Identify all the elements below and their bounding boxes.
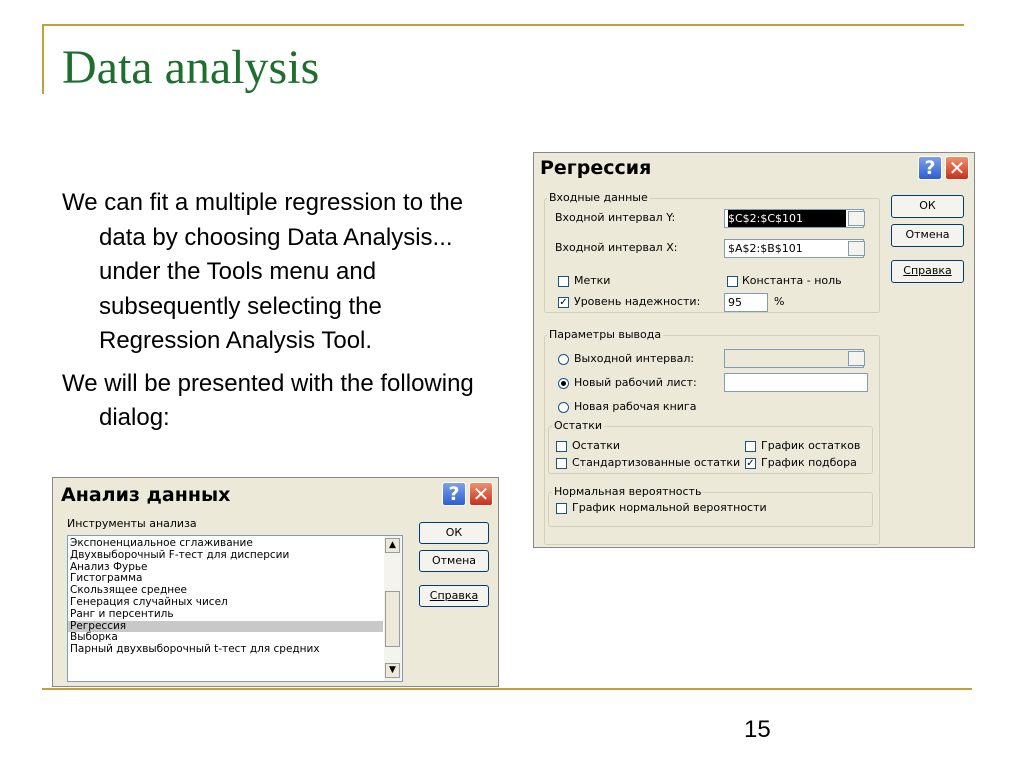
- output-range-label: Выходной интервал:: [574, 352, 695, 365]
- labels-label: Метки: [574, 274, 611, 287]
- page-number: 15: [744, 716, 771, 743]
- output-range-radio[interactable]: [558, 354, 569, 365]
- confidence-label: Уровень надежности:: [574, 295, 701, 308]
- y-range-label: Входной интервал Y:: [555, 211, 676, 224]
- regression-dialog-title: Регрессия: [540, 157, 652, 179]
- list-scrollbar[interactable]: [384, 536, 402, 681]
- new-book-label: Новая рабочая книга: [574, 400, 697, 413]
- regression-close-icon[interactable]: ✕: [945, 156, 969, 180]
- x-range-input[interactable]: $A$2:$B$101: [724, 239, 864, 258]
- constant-zero-label: Константа - ноль: [742, 274, 842, 287]
- normal-plot-checkbox[interactable]: [556, 503, 567, 514]
- list-item[interactable]: Ранг и персентиль: [70, 607, 174, 620]
- bullet-1: We can fit a multiple regression to the data by choosing Data Analysis... under the Tools menu and subsequently selecting the Regression Analysis Tool.: [62, 189, 464, 354]
- list-item[interactable]: Гистограмма: [70, 572, 143, 585]
- residual-plot-label: График остатков: [761, 439, 861, 452]
- list-item-selected[interactable]: Регрессия: [68, 621, 383, 633]
- bottom-rule: [42, 688, 972, 690]
- scroll-thumb[interactable]: [385, 591, 400, 647]
- residual-plot-checkbox[interactable]: [745, 441, 756, 452]
- new-sheet-input[interactable]: [724, 373, 868, 392]
- analysis-help-icon[interactable]: ?: [442, 482, 466, 506]
- list-item[interactable]: Анализ Фурье: [70, 560, 148, 573]
- constant-zero-checkbox[interactable]: [727, 276, 738, 287]
- regression-help-icon[interactable]: ?: [918, 156, 942, 180]
- normal-plot-label: График нормальной вероятности: [572, 501, 767, 514]
- left-rule: [42, 24, 44, 94]
- fit-plot-label: График подбора: [761, 456, 857, 469]
- input-data-legend: Входные данные: [549, 191, 648, 204]
- new-book-radio[interactable]: [558, 402, 569, 413]
- analysis-help-button[interactable]: Справка: [419, 585, 489, 607]
- new-sheet-radio[interactable]: [558, 378, 569, 389]
- x-range-collapse-icon[interactable]: [848, 241, 865, 256]
- y-range-collapse-icon[interactable]: [848, 211, 865, 226]
- fit-plot-checkbox[interactable]: ✓: [746, 458, 755, 469]
- residuals-checkbox[interactable]: [556, 441, 567, 452]
- confidence-input[interactable]: 95: [724, 293, 768, 312]
- new-sheet-label: Новый рабочий лист:: [574, 376, 697, 389]
- regression-cancel-button[interactable]: Отмена: [891, 224, 964, 247]
- scroll-down-icon[interactable]: ▼: [385, 663, 400, 678]
- regression-ok-button[interactable]: ОК: [891, 195, 964, 218]
- regression-help-button[interactable]: Справка: [891, 260, 964, 283]
- bullet-list: [62, 186, 502, 444]
- analysis-tools-list[interactable]: [67, 535, 403, 682]
- confidence-checkbox[interactable]: ✓: [559, 297, 568, 308]
- output-options-legend: Параметры вывода: [549, 328, 662, 341]
- analysis-dialog: [52, 477, 499, 687]
- slide-title: Data analysis: [62, 41, 320, 94]
- percent-label: %: [774, 295, 785, 308]
- residuals-legend: Остатки: [554, 419, 603, 432]
- analysis-close-icon[interactable]: ✕: [469, 482, 493, 506]
- bullet-2: We will be presented with the following dialog:: [62, 369, 474, 431]
- output-range-collapse-icon[interactable]: [848, 351, 865, 366]
- std-residuals-label: Стандартизованные остатки: [572, 456, 741, 469]
- list-item[interactable]: Генерация случайных чисел: [70, 595, 228, 608]
- list-item[interactable]: Скользящее среднее: [70, 584, 187, 597]
- list-item[interactable]: Двухвыборочный F-тест для дисперсии: [70, 548, 290, 561]
- analysis-dialog-title: Анализ данных: [61, 484, 231, 506]
- output-range-input[interactable]: [724, 349, 864, 368]
- labels-checkbox[interactable]: [558, 276, 569, 287]
- residuals-label: Остатки: [572, 439, 621, 452]
- list-item[interactable]: Экспоненциальное сглаживание: [70, 537, 253, 549]
- regression-dialog: [533, 152, 975, 548]
- analysis-tools-label: Инструменты анализа: [67, 517, 197, 530]
- y-range-input[interactable]: [724, 209, 864, 228]
- analysis-ok-button[interactable]: ОК: [419, 522, 489, 544]
- top-rule: [42, 24, 964, 26]
- normal-probability-legend: Нормальная вероятность: [554, 485, 702, 498]
- std-residuals-checkbox[interactable]: [556, 458, 567, 469]
- analysis-cancel-button[interactable]: Отмена: [419, 550, 489, 572]
- list-items: [68, 538, 383, 656]
- y-range-value: $C$2:$C$101: [728, 210, 846, 227]
- list-item[interactable]: Выборка: [70, 631, 118, 644]
- list-item[interactable]: Парный двухвыборочный t-тест для средних: [70, 643, 320, 656]
- x-range-label: Входной интервал X:: [555, 241, 678, 254]
- scroll-up-icon[interactable]: ▲: [385, 538, 400, 553]
